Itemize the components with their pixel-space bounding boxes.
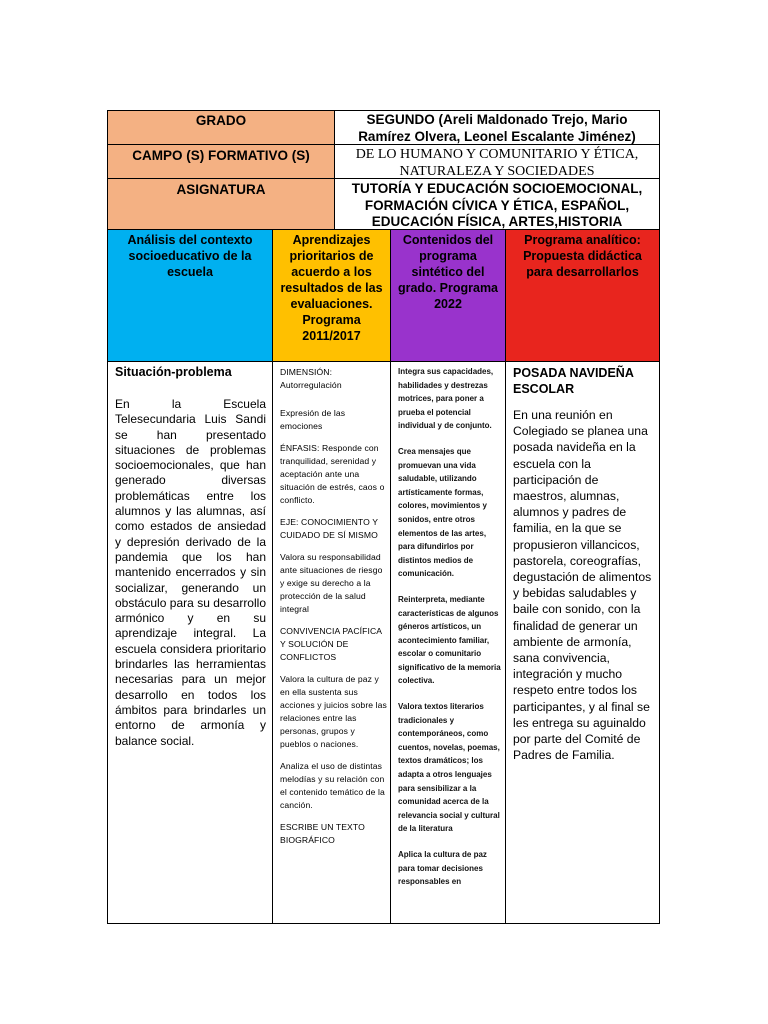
priority-item: Analiza el uso de distintas melodías y su relación con el contenido temático de la canción. bbox=[280, 761, 385, 810]
content-item: Aplica la cultura de paz para tomar decisiones responsables en bbox=[398, 850, 487, 887]
column-header-program bbox=[505, 229, 660, 362]
asignatura-label: ASIGNATURA bbox=[176, 182, 266, 197]
campo-label-cell bbox=[107, 144, 335, 179]
column-header-priorities-text: Aprendizajes prioritarios de acuerdo a los resultados de las evaluaciones. Programa 2011/2017 bbox=[280, 233, 383, 343]
column-header-context-text: Análisis del contexto socioeducativo de la escuela bbox=[127, 233, 253, 279]
priority-item: ESCRIBE UN TEXTO BIOGRÁFICO bbox=[280, 822, 365, 845]
priority-item: Expresión de las emociones bbox=[280, 408, 346, 431]
asignatura-value-cell bbox=[334, 178, 660, 230]
column-header-priorities bbox=[272, 229, 391, 362]
grado-label-cell bbox=[107, 110, 335, 145]
column-header-contents bbox=[390, 229, 506, 362]
content-item: Valora textos literarios tradicionales y contemporáneos, como cuentos, novelas, poemas, textos dramáticos; los adapta a otros lenguajes para sensibilizar a la comunidad acerca de la relevancia social y cultural de la literatura bbox=[398, 702, 500, 834]
contents-cell bbox=[390, 361, 506, 924]
program-title: POSADA NAVIDEÑA ESCOLAR bbox=[513, 366, 634, 396]
grado-value: SEGUNDO (Areli Maldonado Trejo, Mario Ramírez Olvera, Leonel Escalante Jiménez) bbox=[358, 112, 636, 144]
priority-item: ÉNFASIS: Responde con tranquilidad, serenidad y aceptación ante una situación de estrés, caos o conflicto. bbox=[280, 443, 385, 505]
priority-item: Valora su responsabilidad ante situaciones de riesgo y exige su derecho a la protección de la salud integral bbox=[280, 552, 383, 614]
priority-item: EJE: CONOCIMIENTO Y CUIDADO DE SÍ MISMO bbox=[280, 517, 378, 540]
situation-body: En la Escuela Telesecundaria Luis Sandi se han presentado situaciones de problemas socioemocionales, que han generado diversas problemáticas entre los alumnos y las alumnas, así como estados de ansiedad y depresión derivado de la pandemia que los han mantenido encerrados y sin socializar, generando un obstáculo para su desarrollo armónico y en su aprendizaje integral. La escuela considera prioritario brindarles las herramientas necesarias para un mejor desarrollo en todos los ámbitos para brindarles un entorno de armonía y balance social. bbox=[115, 397, 266, 748]
priority-item: DIMENSIÓN: Autorregulación bbox=[280, 367, 342, 390]
campo-value: DE LO HUMANO Y COMUNITARIO Y ÉTICA, NATURALEZA Y SOCIEDADES bbox=[355, 147, 639, 179]
priority-item: Valora la cultura de paz y en ella sustenta sus acciones y juicios sobre las relaciones entre las personas, grupos y pueblos o naciones. bbox=[280, 674, 387, 749]
program-body: En una reunión en Colegiado se planea una posada navideña en la escuela con la participación de maestros, alumnas, alumnos y padres de familia, en la que se propusieron villancicos, pastorela, coreografías, degustación de alimentos y bebidas saludables y baile con sonido, con la finalidad de generar un ambiente de armonía, sana convivencia, integración y mucho respeto entre todos los participantes, y al final se les entrega su aguinaldo por parte del Comité de Padres de Familia. bbox=[513, 408, 652, 763]
column-header-program-text: Programa analítico: Propuesta didáctica para desarrollarlos bbox=[523, 233, 642, 279]
content-item: Reinterpreta, mediante características de algunos géneros artísticos, un acontecimiento familiar, escolar o comunitario significativo de la memoria colectiva. bbox=[398, 594, 501, 686]
asignatura-value: TUTORÍA Y EDUCACIÓN SOCIOEMOCIONAL, FORMACIÓN CÍVICA Y ÉTICA, ESPAÑOL, EDUCACIÓN FÍSICA, ARTES,HISTORIA bbox=[351, 181, 643, 229]
content-item: Crea mensajes que promuevan una vida saludable, utilizando artísticamente formas, colores, movimientos y sonidos, entre otros elementos de las artes, para difundirlos por distintos medios de comunicación. bbox=[398, 446, 487, 579]
campo-value-cell bbox=[334, 144, 660, 179]
situation-title: Situación-problema bbox=[115, 365, 232, 379]
content-item: Integra sus capacidades, habilidades y destrezas motrices, para poner a prueba el potencial individual y de conjunto. bbox=[398, 367, 494, 431]
priority-item: CONVIVENCIA PACÍFICA Y SOLUCIÓN DE CONFLICTOS bbox=[280, 626, 382, 662]
program-cell bbox=[505, 361, 660, 924]
grado-value-cell bbox=[334, 110, 660, 145]
context-cell bbox=[107, 361, 273, 924]
column-header-context bbox=[107, 229, 273, 362]
column-header-contents-text: Contenidos del programa sintético del grado. Programa 2022 bbox=[397, 233, 499, 311]
campo-label: CAMPO (S) FORMATIVO (S) bbox=[132, 148, 310, 163]
grado-label: GRADO bbox=[195, 113, 247, 128]
priorities-cell bbox=[272, 361, 391, 924]
asignatura-label-cell bbox=[107, 178, 335, 230]
